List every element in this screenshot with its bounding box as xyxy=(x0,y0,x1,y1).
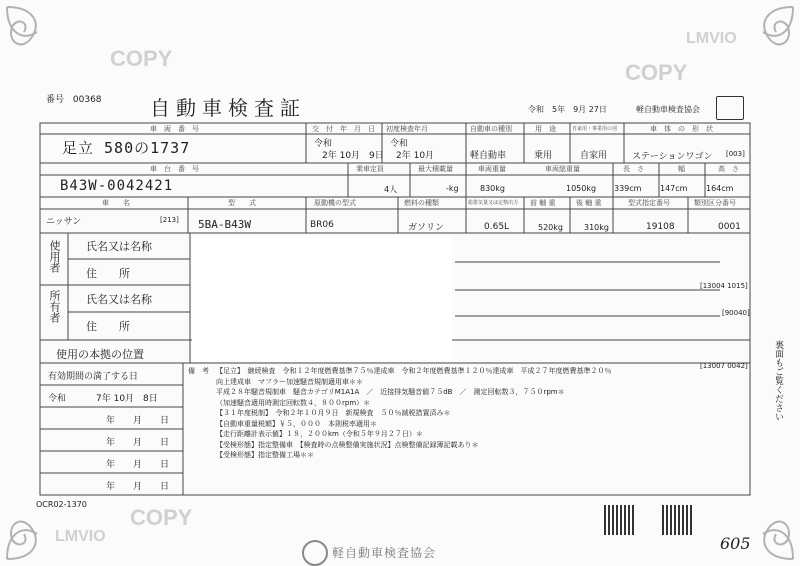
handwritten-number: 605 xyxy=(720,534,751,553)
use-label: 用 途 xyxy=(535,125,556,133)
remarks-line: 【受検形態】指定整備車 【検査時の点検整備実施状況】点検整備記録簿記載あり＊ xyxy=(216,440,479,449)
first-reg-value: 2年 10月 xyxy=(396,151,435,161)
height-value: 164cm xyxy=(706,184,734,193)
rear-axle-label: 後 軸 重 xyxy=(576,199,602,207)
watermark-lmvio: LMVIO xyxy=(686,30,737,47)
capacity-label: 乗車定員 xyxy=(356,165,384,173)
owner-address-label: 住 所 xyxy=(86,320,130,333)
biz-label: 自家用・事業用の別 xyxy=(572,126,618,132)
base-location-code: [13007 0042] xyxy=(700,362,748,370)
remarks-line: 平成２８年騒音規制車 騒音カテゴリM1A1A ／ 近接排気騒音値７５dB ／ 測定回転数３，７５０rpm＊ xyxy=(216,388,565,396)
remarks-line: 【自動車重量税額】￥５，０００ 本則税率適用＊ xyxy=(216,419,377,428)
association-logo-icon xyxy=(302,540,328,566)
vin-value: B43W-0042421 xyxy=(60,178,174,194)
rear-axle-value: 310kg xyxy=(584,223,609,232)
expiry-blank-row: 年 月 日 xyxy=(106,438,170,448)
displacement-label: 総排気量又は定格出力 xyxy=(468,200,519,206)
max-load-label: 最大積載量 xyxy=(418,165,453,173)
reg-date-label: 交 付 年 月 日 xyxy=(312,125,375,133)
watermark-lmvio: LMVIO xyxy=(55,528,106,545)
fuel-value: ガソリン xyxy=(408,223,445,233)
expiry-blank-row: 年 月 日 xyxy=(106,460,170,470)
remarks-line: 向上達成車 マフラー加速騒音規制適用車＊＊ xyxy=(216,377,363,386)
user-name-label: 氏名又は名称 xyxy=(86,240,152,253)
engine-value: BR06 xyxy=(310,220,334,230)
side-note: 裏面もご覧ください xyxy=(773,340,783,421)
capacity-value: 4人 xyxy=(384,185,398,194)
plate-value: 足立 580の1737 xyxy=(62,139,191,157)
watermark-copy: COPY xyxy=(130,505,193,530)
width-label: 幅 xyxy=(678,165,685,173)
type-approval-value: 19108 xyxy=(646,222,675,232)
remarks-line: （加速騒音適用時測定回転数４，８００rpm）＊ xyxy=(216,398,371,407)
maker-label: 車 名 xyxy=(102,199,130,207)
remarks-line: 【３１年度税制】 令和２年１０月９日 新規検査 ５０％減税措置済み＊ xyxy=(216,409,451,417)
displacement-value: 0.65L xyxy=(484,222,510,232)
front-axle-label: 前 軸 重 xyxy=(530,199,556,207)
weight-value: 830kg xyxy=(480,184,505,193)
length-label: 長 さ xyxy=(623,165,644,173)
remarks-line: 【走行距離計表示値】１８，２００km（令和５年９月２７日）＊ xyxy=(216,430,423,438)
shape-code: [003] xyxy=(726,150,745,158)
max-load-value: -kg xyxy=(446,184,459,193)
number-value: 00368 xyxy=(72,95,102,105)
page-title: 自動車検査証 xyxy=(150,96,306,120)
remarks-label: 備 考 xyxy=(188,367,209,375)
remarks-line: 【受検形態】指定整備工場＊＊ xyxy=(216,451,314,459)
redacted-area xyxy=(192,235,452,361)
shape-label: 車 体 の 形 状 xyxy=(650,125,713,133)
maker-value: ニッサン xyxy=(46,217,82,227)
length-value: 339cm xyxy=(614,184,642,193)
ocr-code: OCR02-1370 xyxy=(36,500,87,509)
association-seal-text: 軽自動車検査協会 xyxy=(332,546,437,560)
category-value: 0001 xyxy=(718,222,741,232)
owner-group-label: 所有者 xyxy=(48,290,61,323)
reg-date-value: 2年 10月 9日 xyxy=(322,151,384,161)
issue-date: 令和 5年 9月 27日 xyxy=(528,105,607,114)
width-value: 147cm xyxy=(660,184,688,193)
reg-date-era: 令和 xyxy=(314,139,333,149)
expiry-date: 7年 10月 8日 xyxy=(96,394,158,404)
remarks-text xyxy=(216,366,746,461)
first-reg-label: 初度検査年月 xyxy=(386,125,428,133)
gross-label: 車両総重量 xyxy=(545,165,580,173)
remarks-line: 【足立】 継続検査 令和１２年度燃費基準７５％達成車 令和２年度燃費基準１２０％達成車 平成２７年度燃費基準２０％ xyxy=(216,367,612,375)
user-address-label: 住 所 xyxy=(86,267,130,280)
expiry-era: 令和 xyxy=(48,394,67,404)
expiry-label: 有効期間の満了する日 xyxy=(48,372,139,382)
user-code: [13004 1015] xyxy=(700,282,748,290)
user-group-label: 使用者 xyxy=(48,240,61,273)
issuer-name: 軽自動車検査協会 xyxy=(636,105,700,114)
first-reg-era: 令和 xyxy=(390,139,409,149)
height-label: 高 さ xyxy=(718,165,739,173)
type-approval-label: 型式指定番号 xyxy=(628,199,670,207)
base-location-label: 使用の本拠の位置 xyxy=(56,348,144,361)
number-label: 番号 xyxy=(46,95,65,105)
fuel-label: 燃料の種類 xyxy=(404,199,439,207)
watermark-copy: COPY xyxy=(110,46,173,71)
kind-label: 自動車の種別 xyxy=(470,125,512,133)
category-label: 類別区分番号 xyxy=(694,199,736,207)
expiry-blank-row: 年 月 日 xyxy=(106,416,170,426)
qr-code-icon xyxy=(604,505,634,535)
expiry-blank-row: 年 月 日 xyxy=(106,482,170,492)
model-value: 5BA-B43W xyxy=(198,218,251,231)
front-axle-value: 520kg xyxy=(538,223,563,232)
kind-value: 軽自動車 xyxy=(470,151,507,161)
model-label: 型 式 xyxy=(228,199,256,207)
vin-label: 車 台 番 号 xyxy=(150,165,199,173)
biz-value: 自家用 xyxy=(580,151,608,161)
qr-code-icon xyxy=(662,505,692,535)
plate-label: 車 両 番 号 xyxy=(150,125,199,133)
owner-name-label: 氏名又は名称 xyxy=(86,293,152,306)
engine-label: 原動機の型式 xyxy=(314,199,356,207)
owner-code: [90040] xyxy=(722,309,750,317)
maker-code: [213] xyxy=(160,216,179,224)
shape-value: ステーションワゴン xyxy=(632,152,713,162)
use-value: 乗用 xyxy=(534,151,553,161)
gross-value: 1050kg xyxy=(566,184,597,193)
weight-label: 車両重量 xyxy=(478,165,506,173)
watermark-copy: COPY xyxy=(625,60,688,85)
